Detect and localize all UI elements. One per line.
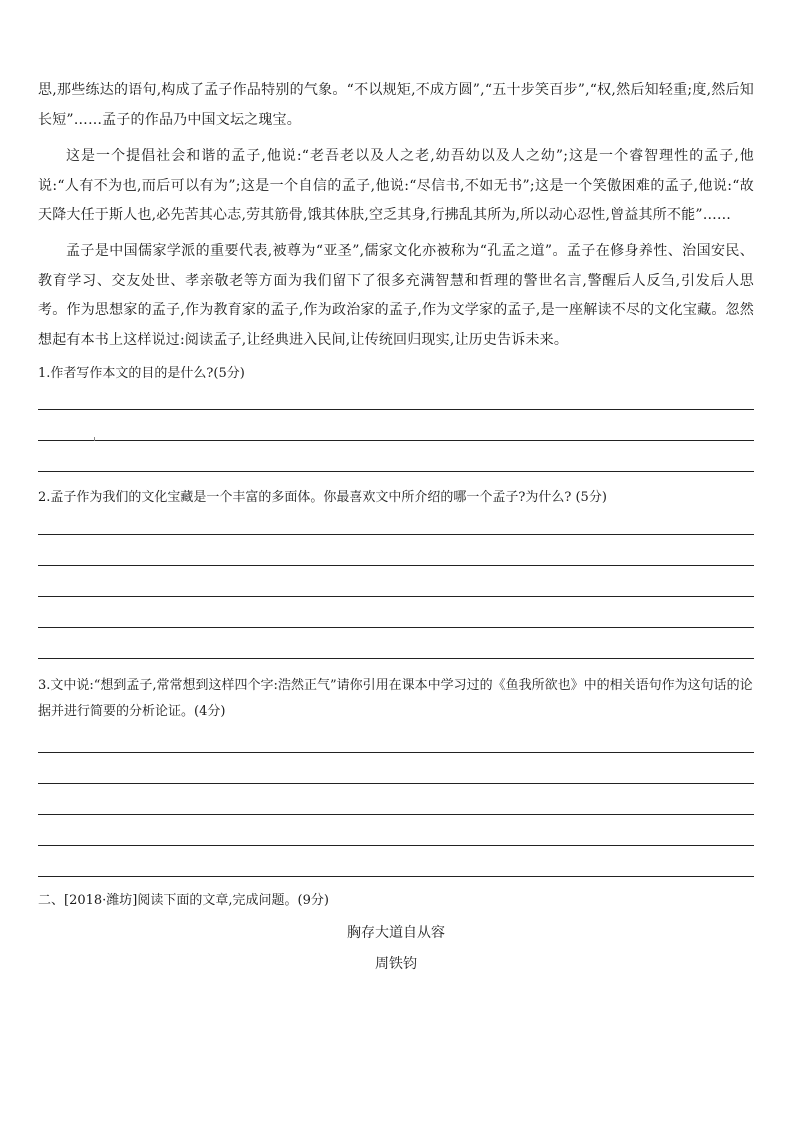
answer-line-q3-3[interactable] — [38, 814, 754, 815]
article-author: 周铁钧 — [375, 956, 417, 972]
answer-line-q3-1[interactable] — [38, 752, 754, 753]
question-3: 3.文中说:“想到孟子,常常想到这样四个字:浩然正气”请你引用在课本中学习过的《鱼我所欲也》中的相关语句作为这句话的论据并进行简要的分析论证。(4分) — [38, 678, 753, 719]
answer-line-q1-2[interactable] — [38, 440, 754, 441]
answer-line-q3-4[interactable] — [38, 845, 754, 846]
passage-paragraph-2: 这是一个提倡社会和谐的孟子,他说:“老吾老以及人之老,幼吾幼以及人之幼”;这是一个睿智理性的孟子,他说:“人有不为也,而后可以有为”;这是一个自信的孟子,他说:“尽信书,不如无书”;这是一个笑傲困难的孟子,他说:“故天降大任于斯人也,必先苦其心志,劳其筋骨,饿其体肤,空乏其身,行拂乱其所为,所以动心忍性,曾益其所不能”…… — [38, 148, 754, 223]
answer-line-q2-4[interactable] — [38, 627, 754, 628]
answer-line-q2-2[interactable] — [38, 565, 754, 566]
answer-line-q3-5[interactable] — [38, 876, 754, 877]
passage-paragraph-3: 孟子是中国儒家学派的重要代表,被尊为“亚圣”,儒家文化亦被称为“孔孟之道”。孟子在修身养性、治国安民、教育学习、交友处世、孝亲敬老等方面为我们留下了很多充满智慧和哲理的警世名言,警醒后人反刍,引发后人思考。作为思想家的孟子,作为教育家的孟子,作为政治家的孟子,作为文学家的孟子,是一座解读不尽的文化宝藏。忽然想起有本书上这样说过:阅读孟子,让经典进入民间,让传统回归现实,让历史告诉未来。 — [38, 243, 754, 348]
answer-line-q2-3[interactable] — [38, 596, 754, 597]
answer-line-q2-5[interactable] — [38, 658, 754, 659]
stray-mark — [94, 437, 95, 441]
passage-paragraph-1: 思,那些练达的语句,构成了孟子作品特别的气象。“不以规矩,不成方圆”,“五十步笑百步”,“权,然后知轻重;度,然后知长短”……孟子的作品乃中国文坛之瑰宝。 — [38, 82, 754, 128]
answer-line-q2-1[interactable] — [38, 534, 754, 535]
answer-line-q1-1[interactable] — [38, 409, 754, 410]
section-2-heading: 二、[2018·潍坊]阅读下面的文章,完成问题。(9分) — [38, 893, 329, 908]
question-2: 2.孟子作为我们的文化宝藏是一个丰富的多面体。你最喜欢文中所介绍的哪一个孟子?为什么? (5分) — [38, 490, 607, 505]
article-title: 胸存大道自从容 — [347, 925, 445, 941]
answer-line-q3-2[interactable] — [38, 783, 754, 784]
answer-line-q1-3[interactable] — [38, 471, 754, 472]
question-1: 1.作者写作本文的目的是什么?(5分) — [38, 366, 245, 381]
